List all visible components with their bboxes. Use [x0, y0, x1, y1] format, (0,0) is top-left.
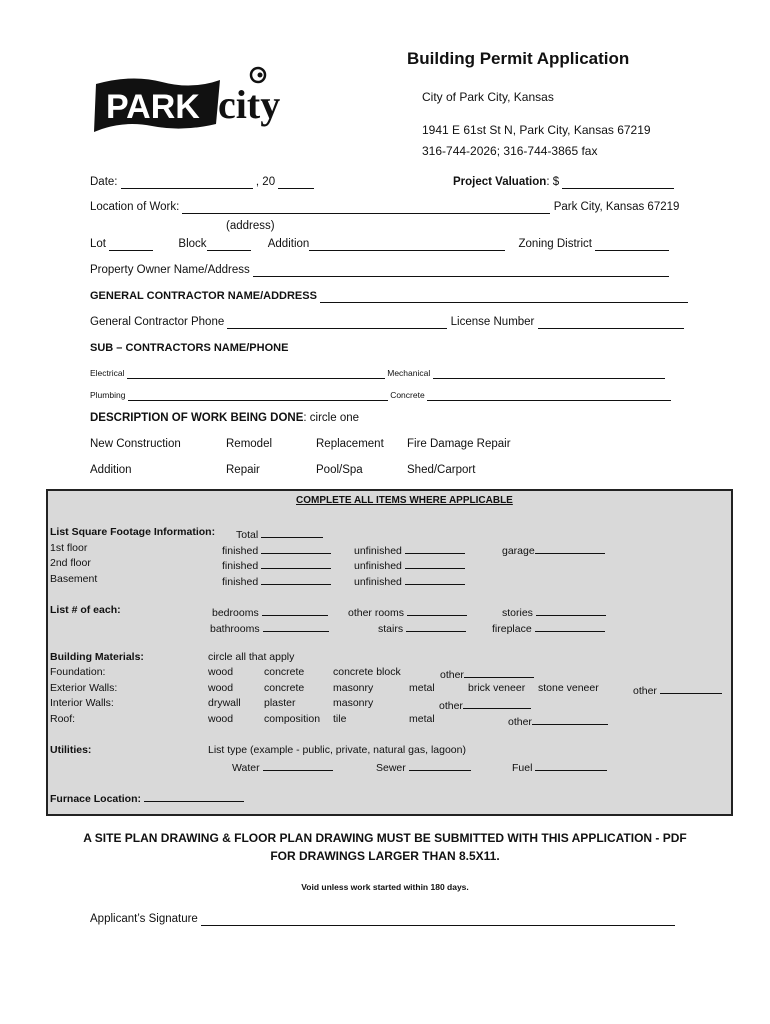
interior-opt[interactable]: plaster — [264, 697, 296, 709]
bathrooms-label: bathrooms — [210, 623, 260, 635]
roof-opt[interactable]: tile — [333, 713, 347, 725]
floor-2nd: 2nd floor — [50, 557, 91, 569]
foundation-label: Foundation: — [50, 666, 106, 678]
garage-label: garage — [502, 545, 535, 557]
desc-heading: DESCRIPTION OF WORK BEING DONE — [90, 412, 304, 424]
form-title: Building Permit Application — [407, 49, 630, 68]
signature-field[interactable] — [201, 913, 675, 926]
roof-opt[interactable]: metal — [409, 713, 435, 725]
interior-opt[interactable]: masonry — [333, 697, 374, 709]
fireplace-field[interactable] — [535, 620, 605, 632]
org-phone: 316-744-2026; 316-744-3865 fax — [422, 144, 598, 158]
date-field[interactable] — [121, 176, 253, 189]
utilities-hint: List type (example - public, private, natural gas, lagoon) — [208, 744, 466, 756]
addition-field[interactable] — [309, 238, 505, 251]
location-row — [90, 201, 679, 214]
unfinished-label: unfinished — [354, 560, 402, 572]
svg-text:city: city — [218, 82, 281, 127]
lot-field[interactable] — [109, 238, 153, 251]
finished-label: finished — [222, 560, 259, 572]
gc-name-field[interactable] — [320, 290, 688, 303]
bedrooms-label: bedrooms — [212, 607, 259, 619]
electrical-field[interactable] — [127, 369, 385, 379]
total-row — [236, 526, 323, 541]
park-city-logo — [92, 66, 318, 140]
exterior-opt[interactable]: wood — [208, 682, 234, 694]
unfinished-basement-field[interactable] — [405, 573, 465, 585]
garage-field[interactable] — [535, 542, 605, 554]
plumbing-row — [90, 390, 671, 401]
finished-2nd-field[interactable] — [261, 557, 331, 569]
exterior-opt[interactable]: stone veneer — [538, 682, 599, 694]
date-label: Date: — [90, 176, 118, 188]
desc-suffix: : circle one — [303, 412, 360, 424]
fuel-label: Fuel — [512, 762, 533, 774]
water-label: Water — [232, 762, 260, 774]
bathrooms-field[interactable] — [263, 620, 329, 632]
owner-field[interactable] — [253, 264, 669, 277]
zoning-field[interactable] — [595, 238, 669, 251]
gc-name-label: GENERAL CONTRACTOR NAME/ADDRESS — [90, 290, 317, 302]
org-address: 1941 E 61st St N, Park City, Kansas 67219 — [422, 123, 651, 137]
block-label: Block — [178, 238, 207, 250]
materials-label: Building Materials: — [50, 651, 144, 663]
signature-row — [90, 913, 675, 926]
other-rooms-field[interactable] — [407, 604, 467, 616]
owner-row — [90, 264, 669, 277]
void-note: Void unless work started within 180 days. — [301, 882, 469, 892]
unfinished-label: unfinished — [354, 576, 402, 588]
exterior-opt[interactable]: brick veneer — [468, 682, 526, 694]
floor-basement: Basement — [50, 573, 98, 585]
lot-row — [90, 238, 669, 251]
interior-other-field[interactable] — [463, 697, 531, 709]
unfinished-1st-field[interactable] — [405, 542, 465, 554]
notice-line-1: A SITE PLAN DRAWING & FLOOR PLAN DRAWING MUST BE SUBMITTED WITH THIS APPLICATION - PDF — [83, 831, 687, 845]
roof-opt[interactable]: wood — [208, 713, 234, 725]
valuation-row — [453, 176, 674, 189]
work-type-1[interactable]: New Construction — [90, 438, 181, 450]
circle-all-hint: circle all that apply — [208, 651, 295, 663]
interior-opt[interactable]: other — [439, 700, 463, 712]
plumbing-label: Plumbing — [90, 390, 126, 400]
date-year-prefix: , 20 — [255, 176, 276, 188]
foundation-other-field[interactable] — [464, 666, 534, 678]
concrete-field[interactable] — [427, 391, 671, 401]
foundation-opt[interactable]: concrete — [264, 666, 305, 678]
roof-label: Roof: — [50, 713, 76, 725]
work-type-3[interactable]: Replacement — [316, 438, 384, 450]
mechanical-field[interactable] — [433, 369, 665, 379]
svg-text:PARK: PARK — [106, 88, 200, 126]
block-field[interactable] — [207, 238, 251, 251]
gc-phone-row — [90, 316, 684, 329]
desc-heading-row — [90, 412, 359, 424]
location-city: Park City, Kansas 67219 — [553, 201, 680, 213]
concrete-label: Concrete — [390, 390, 425, 400]
foundation-opt[interactable]: other — [440, 669, 464, 681]
roof-opt[interactable]: composition — [264, 713, 321, 725]
sewer-field[interactable] — [409, 759, 471, 771]
exterior-label: Exterior Walls: — [50, 682, 118, 694]
work-type-4[interactable]: Fire Damage Repair — [407, 438, 511, 450]
gc-name-row — [90, 290, 688, 303]
bedrooms-field[interactable] — [262, 604, 328, 616]
work-type-8[interactable]: Shed/Carport — [407, 464, 476, 476]
exterior-opt[interactable]: concrete — [264, 682, 305, 694]
list-each-label: List # of each: — [50, 604, 121, 616]
owner-label: Property Owner Name/Address — [90, 264, 250, 276]
details-box — [46, 489, 733, 816]
zoning-label: Zoning District — [518, 238, 592, 250]
mechanical-label: Mechanical — [387, 368, 431, 378]
exterior-opt[interactable]: masonry — [333, 682, 374, 694]
work-type-7[interactable]: Pool/Spa — [316, 464, 363, 476]
license-field[interactable] — [538, 316, 684, 329]
unfinished-2nd-field[interactable] — [405, 557, 465, 569]
stairs-label: stairs — [378, 623, 404, 635]
signature-label: Applicant’s Signature — [90, 913, 198, 925]
addition-label: Addition — [267, 238, 310, 250]
fireplace-label: fireplace — [492, 623, 532, 635]
valuation-suffix: : $ — [546, 176, 560, 188]
plumbing-field[interactable] — [128, 391, 388, 401]
utilities-label: Utilities: — [50, 744, 92, 756]
foundation-opt[interactable]: concrete block — [333, 666, 401, 678]
interior-label: Interior Walls: — [50, 697, 114, 709]
finished-label: finished — [222, 545, 259, 557]
unfinished-label: unfinished — [354, 545, 402, 557]
electrical-row — [90, 368, 665, 379]
sub-heading: SUB – CONTRACTORS NAME/PHONE — [90, 342, 289, 354]
roof-other-field[interactable] — [532, 713, 608, 725]
work-type-6[interactable]: Repair — [226, 464, 260, 476]
sewer-label: Sewer — [376, 762, 406, 774]
floor-1st: 1st floor — [50, 542, 88, 554]
work-type-5[interactable]: Addition — [90, 464, 132, 476]
stairs-field[interactable] — [406, 620, 466, 632]
foundation-opt[interactable]: wood — [208, 666, 234, 678]
license-label: License Number — [450, 316, 535, 328]
furnace-field[interactable] — [144, 790, 244, 802]
stories-label: stories — [502, 607, 533, 619]
finished-1st-field[interactable] — [261, 542, 331, 554]
water-field[interactable] — [263, 759, 333, 771]
exterior-opt[interactable]: metal — [409, 682, 435, 694]
other-rooms-label: other rooms — [348, 607, 405, 619]
org-name: City of Park City, Kansas — [422, 90, 554, 104]
work-type-2[interactable]: Remodel — [226, 438, 273, 450]
interior-opt[interactable]: drywall — [208, 697, 241, 709]
location-label: Location of Work: — [90, 201, 180, 213]
finished-basement-field[interactable] — [261, 573, 331, 585]
lot-label: Lot — [90, 238, 106, 250]
sqft-label: List Square Footage Information: — [50, 526, 216, 538]
date-row — [90, 176, 314, 189]
total-field[interactable] — [261, 526, 323, 538]
exterior-other-field[interactable] — [660, 682, 722, 694]
stories-field[interactable] — [536, 604, 606, 616]
fuel-field[interactable] — [535, 759, 607, 771]
valuation-label: Project Valuation — [453, 176, 547, 188]
electrical-label: Electrical — [90, 368, 125, 378]
furnace-label: Furnace Location: — [50, 793, 142, 805]
finished-label: finished — [222, 576, 259, 588]
box-heading: COMPLETE ALL ITEMS WHERE APPLICABLE — [296, 495, 513, 506]
gc-phone-field[interactable] — [227, 316, 447, 329]
date-year-field[interactable] — [278, 176, 314, 189]
address-hint: (address) — [226, 220, 275, 232]
notice-line-2: FOR DRAWINGS LARGER THAN 8.5X11. — [270, 849, 500, 863]
exterior-opt[interactable]: other — [633, 685, 657, 697]
location-field[interactable] — [182, 201, 550, 214]
total-label: Total — [236, 529, 259, 541]
roof-opt[interactable]: other — [508, 716, 532, 728]
gc-phone-label: General Contractor Phone — [90, 316, 225, 328]
valuation-field[interactable] — [562, 176, 674, 189]
